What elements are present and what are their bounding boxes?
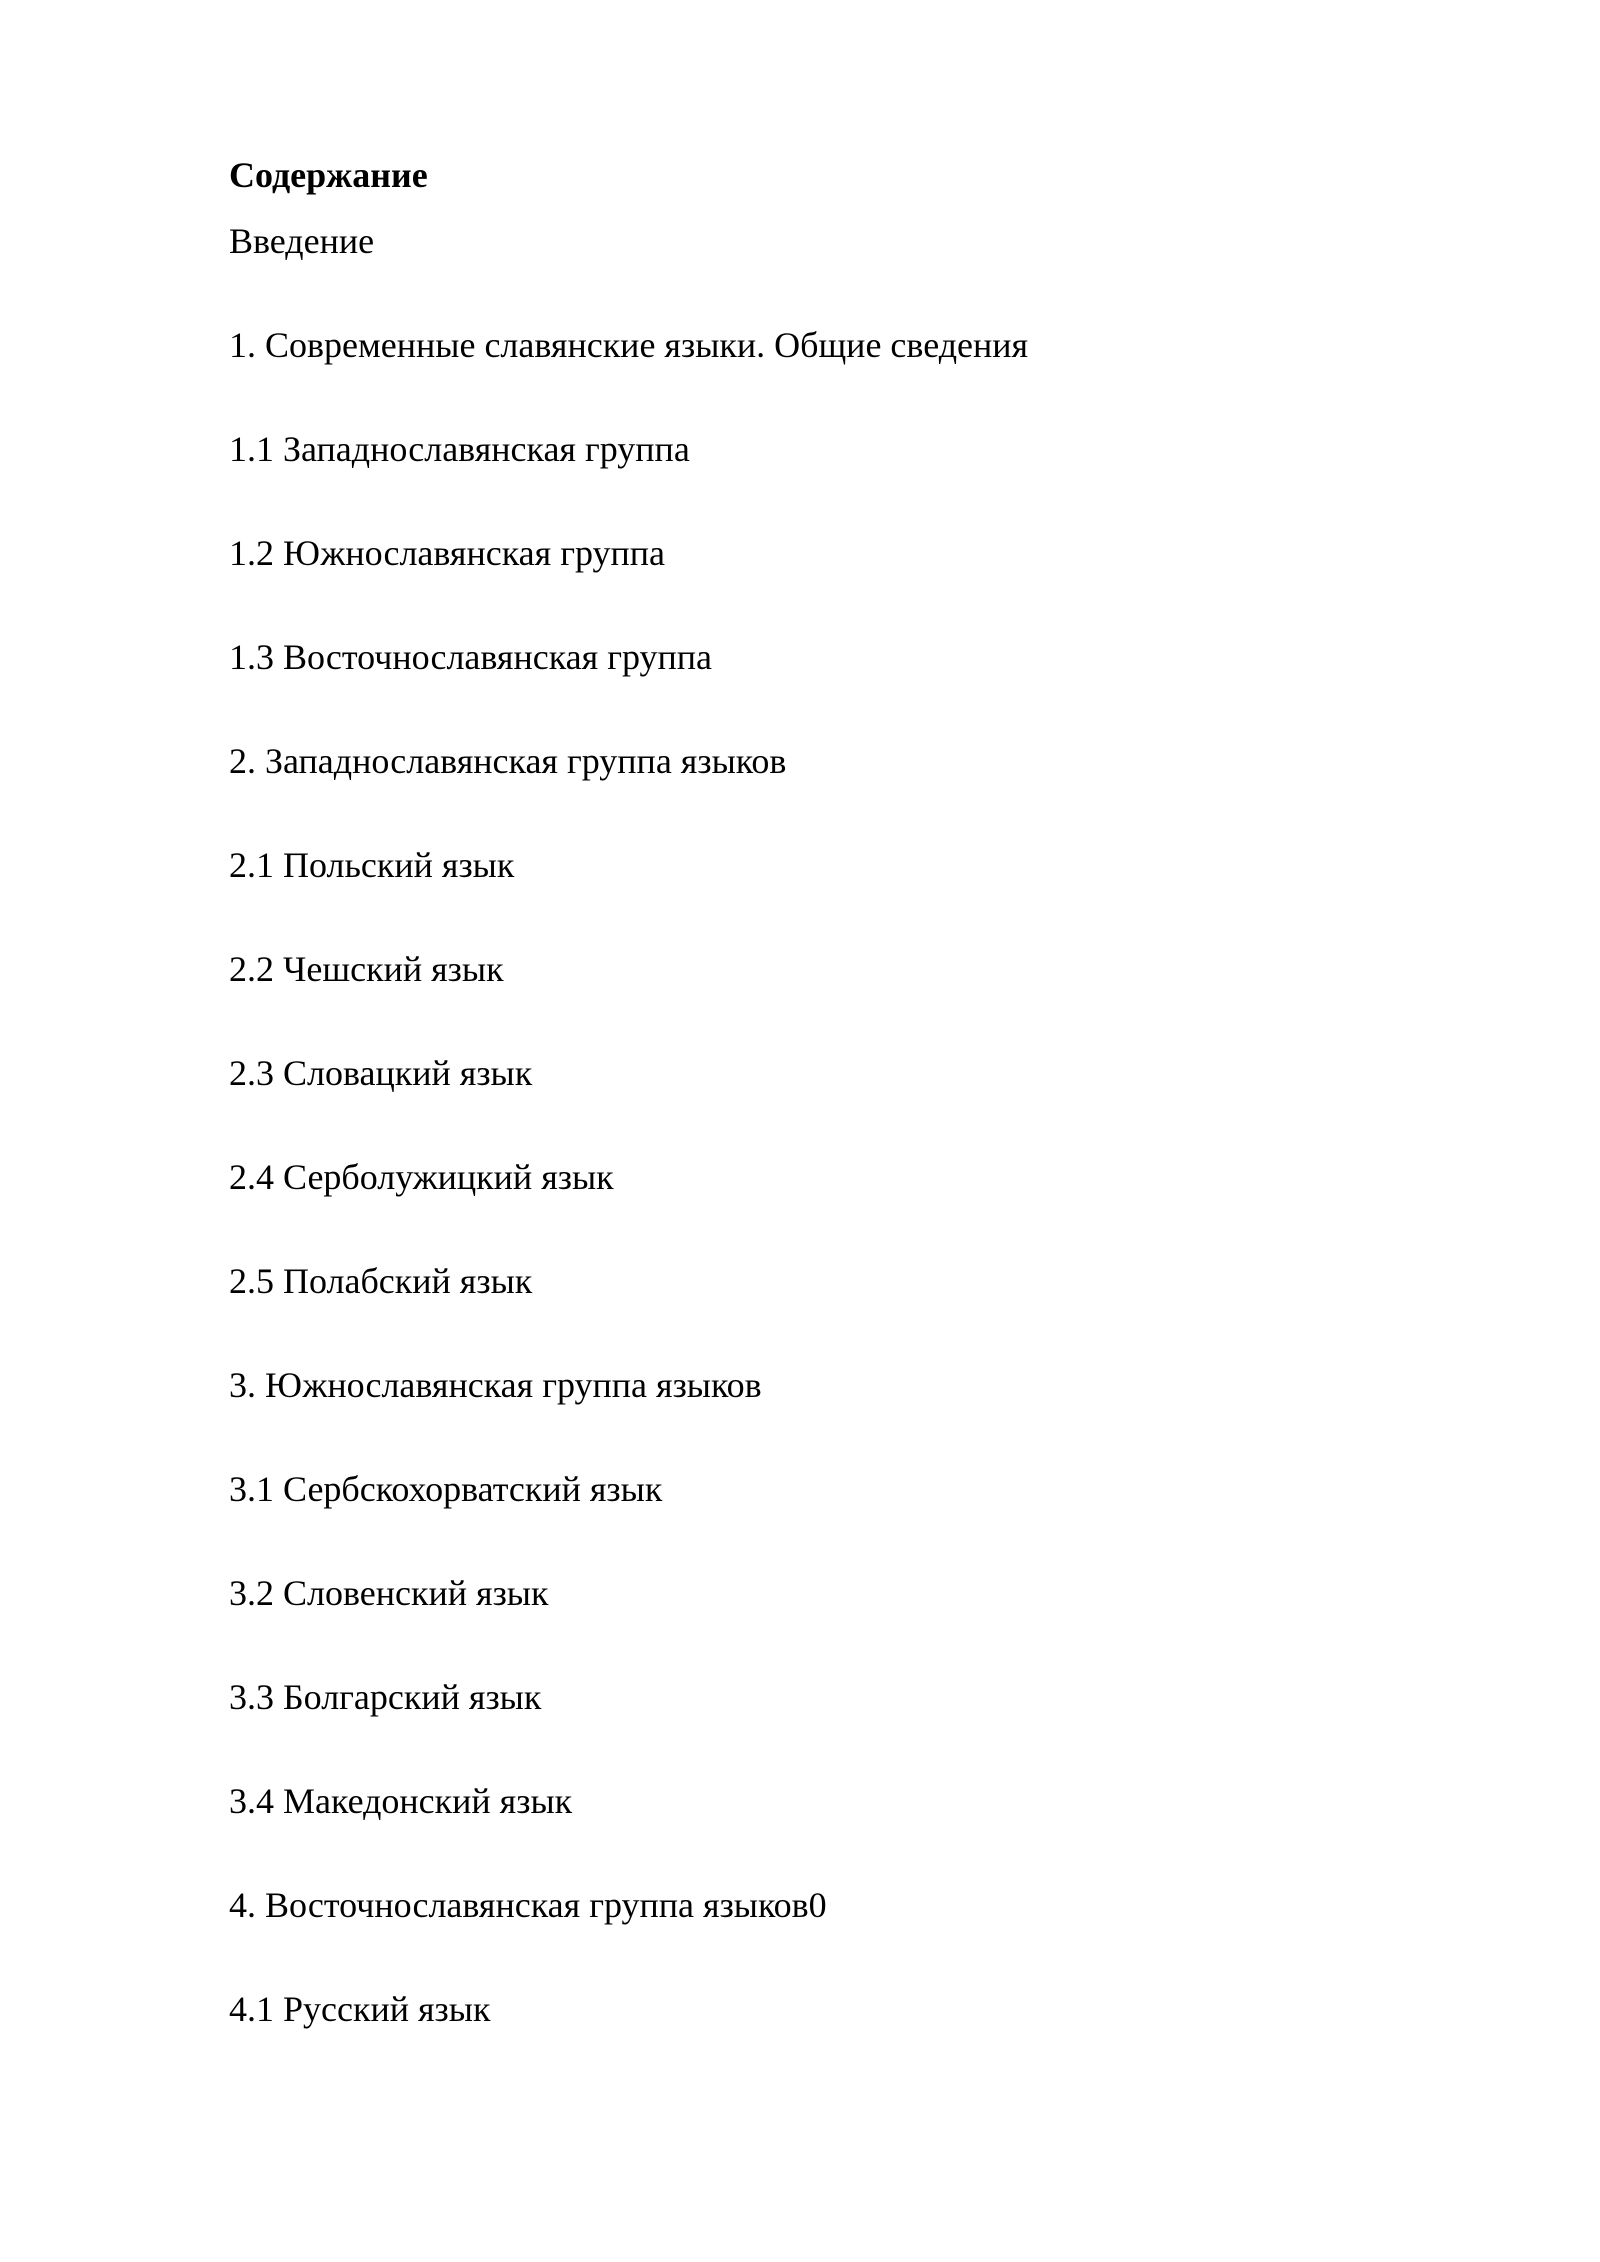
toc-entry: 1.2 Южнославянская группа: [229, 533, 666, 573]
table-of-contents: [229, 148, 1429, 2036]
toc-list: [229, 318, 1429, 2036]
toc-entry: 4.1 Русский язык: [229, 1989, 491, 2029]
toc-entry: 3.1 Сербскохорватский язык: [229, 1469, 663, 1509]
toc-entry: 2.2 Чешский язык: [229, 949, 504, 989]
toc-entry: 2.4 Серболужицкий язык: [229, 1157, 614, 1197]
toc-entry: 3.2 Словенский язык: [229, 1573, 549, 1613]
toc-entry: 1.3 Восточнославянская группа: [229, 637, 713, 677]
toc-entry: 3.4 Македонский язык: [229, 1781, 573, 1821]
toc-entry: 3.3 Болгарский язык: [229, 1677, 542, 1717]
toc-entry: 4. Восточнославянская группа языков0: [229, 1885, 827, 1925]
toc-entry: 2.1 Польский язык: [229, 845, 515, 885]
toc-intro-entry: Введение: [229, 221, 375, 261]
toc-entry: 2.3 Словацкий язык: [229, 1053, 533, 1093]
toc-entry: 1.1 Западнославянская группа: [229, 429, 690, 469]
toc-entry: 2. Западнославянская группа языков: [229, 741, 787, 781]
toc-title: Содержание: [229, 155, 428, 195]
toc-entry: 1. Современные славянские языки. Общие сведения: [229, 325, 1029, 365]
toc-entry: 3. Южнославянская группа языков: [229, 1365, 762, 1405]
toc-entry: 2.5 Полабский язык: [229, 1261, 533, 1301]
